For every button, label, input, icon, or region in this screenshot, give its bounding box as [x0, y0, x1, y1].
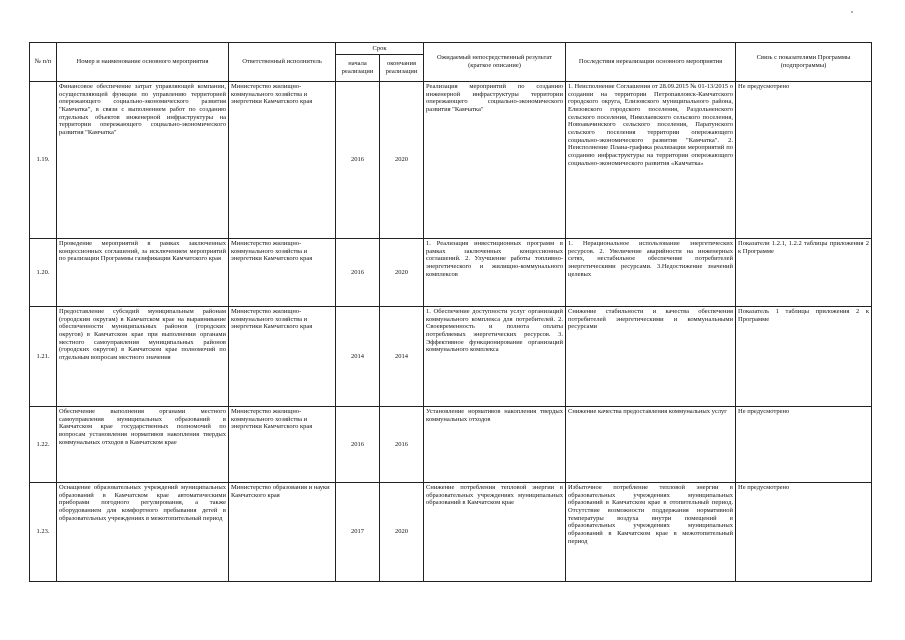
header-start: начала реализации	[336, 55, 380, 82]
measures-table	[29, 42, 872, 582]
header-link: Связь с показателями Программы (подпрограммы)	[736, 43, 872, 82]
row-consequences: 1. Неисполнение Соглашения от 28.09.2015 № 01-13/2015 о создании на территории Петропавловск-Камчатского городского округа, Елизовского муниципального района, Елизовского городского поселения, Раздольненского сельского поселения, Николаевского сельского поселения, Новоавачинского сельского поселения, Паратунского сельского поселения территории опережающего социально-экономического развития "Камчатка". 2. Неисполнение Плана-графика реализации мероприятий по созданию инфраструктуры на территории опережающего социально-экономического развития «Камчатка»	[566, 82, 736, 239]
table-row	[30, 307, 872, 407]
row-consequences: Избыточное потребление тепловой энергии в образовательных учреждениях муниципальных образований в Камчатском крае в отопительный период. Отсутствие возможности поддержания нормативной температуры воздуха внутри помещений в образовательных учреждениях муниципальных образований в Камчатском крае в межотопительный период	[566, 483, 736, 582]
row-num: 1.19.	[30, 82, 57, 239]
row-executor: Министерство жилищно-коммунального хозяйства и энергетики Камчатского края	[229, 239, 336, 307]
table-row	[30, 239, 872, 307]
row-name: Проведение мероприятий в рамках заключенных концессионных соглашений, за исключением мероприятий по реализации Программы газификации Камчатского края	[57, 239, 229, 307]
header-name: Номер и наименование основного мероприятия	[57, 43, 229, 82]
row-end: 2020	[380, 239, 424, 307]
row-expected: Снижение потребления тепловой энергии в образовательных учреждениях муниципальных образований в Камчатском крае	[424, 483, 566, 582]
header-term: Срок	[336, 43, 424, 55]
row-expected: 1. Реализация инвестиционных программ в рамках заключенных концессионных соглашений. 2. Улучшение работы топливно-энергетического и жилищно-коммунального комплексов	[424, 239, 566, 307]
row-executor: Министерство образования и науки Камчатского края	[229, 483, 336, 582]
row-start: 2014	[336, 307, 380, 407]
scan-speck	[851, 11, 853, 13]
row-name: Финансовое обеспечение затрат управляющей компании, осуществляющей функции по управлению территорией опережающего социально-экономического развития "Камчатка", в связи с выполнением работ по созданию отдельных объектов инженерной инфраструктуры на территории опережающего социально-экономического развития "Камчатка"	[57, 82, 229, 239]
row-num: 1.22.	[30, 407, 57, 483]
row-consequences: Снижение стабильности и качества обеспечения потребителей энергетическими и коммунальными ресурсами	[566, 307, 736, 407]
row-expected: Установление нормативов накопления твердых коммунальных отходов	[424, 407, 566, 483]
row-start: 2016	[336, 82, 380, 239]
row-end: 2014	[380, 307, 424, 407]
row-num: 1.20.	[30, 239, 57, 307]
row-start: 2016	[336, 407, 380, 483]
row-executor: Министерство жилищно-коммунального хозяйства и энергетики Камчатского края	[229, 82, 336, 239]
row-expected: 1. Обеспечение доступности услуг организаций коммунального комплекса для потребителей. 2. Своевременность и полнота оплаты потребляемых энергетических ресурсов. 3. Эффективное функционирование организаций коммунального комплекса	[424, 307, 566, 407]
row-start: 2016	[336, 239, 380, 307]
row-consequences: Снижение качества предоставления коммунальных услуг	[566, 407, 736, 483]
header-consequences: Последствия нереализации основного мероприятия	[566, 43, 736, 82]
header-executor: Ответственный исполнитель	[229, 43, 336, 82]
row-link: Показатель 1 таблицы приложения 2 к Программе	[736, 307, 872, 407]
row-start: 2017	[336, 483, 380, 582]
row-expected: Реализация мероприятий по созданию инженерной инфраструктуры территории опережающего социально-экономического развития "Камчатка"	[424, 82, 566, 239]
row-end: 2020	[380, 82, 424, 239]
row-num: 1.21.	[30, 307, 57, 407]
row-num: 1.23.	[30, 483, 57, 582]
table-row	[30, 483, 872, 582]
row-end: 2016	[380, 407, 424, 483]
row-consequences: 1. Нерациональное использование энергетических ресурсов. 2. Увеличение аварийности на инженерных сетях, нестабильное обеспечение потребителей энергетическими ресурсами. 3.Недостижение значений целевых	[566, 239, 736, 307]
row-link: Показатели 1.2.1, 1.2.2 таблицы приложения 2 к Программе	[736, 239, 872, 307]
row-link: Не предусмотрено	[736, 407, 872, 483]
row-link: Не предусмотрено	[736, 483, 872, 582]
row-end: 2020	[380, 483, 424, 582]
header-end: окончания реализации	[380, 55, 424, 82]
table-row	[30, 82, 872, 239]
row-name: Предоставление субсидий муниципальным районам (городским округам) в Камчатском крае на выравнивание обеспеченности муниципальных районов (городских округов) в Камчатском крае при выполнении органами местного самоуправления муниципальных районов (городских округов) в Камчатском крае полномочий по отдельным вопросам местного значения	[57, 307, 229, 407]
row-name: Обеспечение выполнения органами местного самоуправления муниципальных образований в Камчатском крае государственных полномочий по вопросам установления нормативов накопления твердых коммунальных отходов в Камчатском крае	[57, 407, 229, 483]
header-num: № п/п	[30, 43, 57, 82]
header-expected: Ожидаемый непосредственный результат (краткое описание)	[424, 43, 566, 82]
row-executor: Министерство жилищно-коммунального хозяйства и энергетики Камчатского края	[229, 407, 336, 483]
table-row	[30, 407, 872, 483]
row-name: Оснащение образовательных учреждений муниципальных образований в Камчатском крае автоматическими приборами погодного регулирования, а также оборудованием для комфортного пребывания детей в образовательных учреждениях в межотопительный период	[57, 483, 229, 582]
row-link: Не предусмотрено	[736, 82, 872, 239]
row-executor: Министерство жилищно-коммунального хозяйства и энергетики Камчатского края	[229, 307, 336, 407]
